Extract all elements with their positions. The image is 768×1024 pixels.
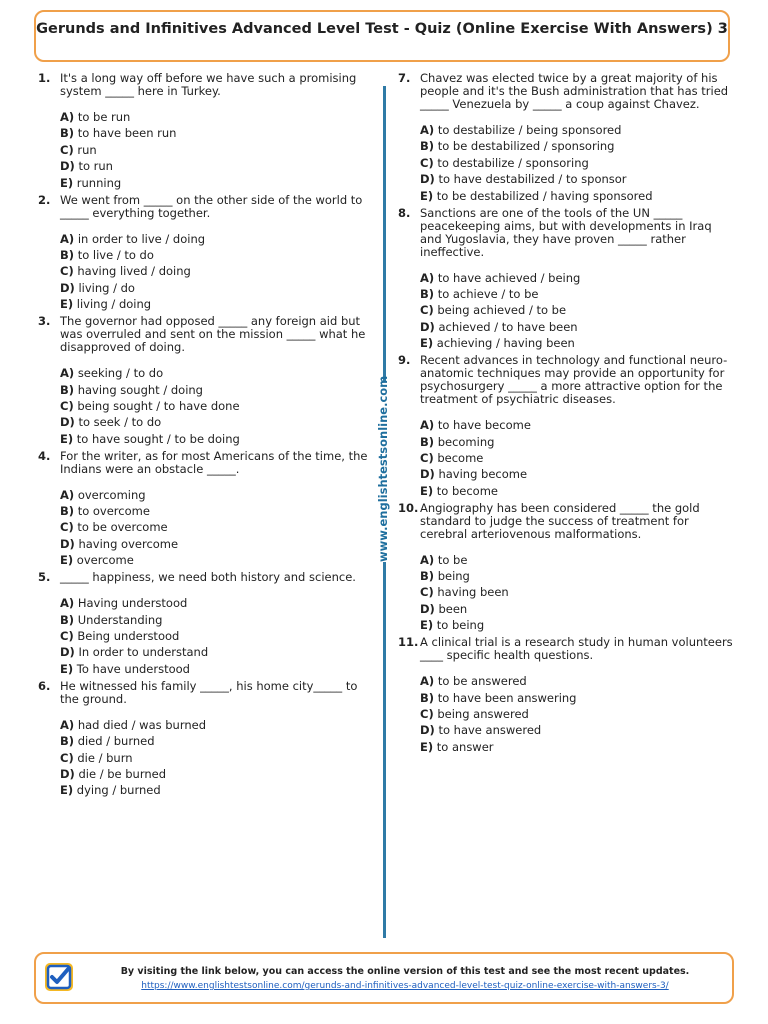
question-item — [398, 354, 736, 498]
answer-option — [420, 675, 736, 688]
footer-link[interactable]: https://www.englishtestsonline.com/gerunds-and-infinitives-advanced-level-test-quiz-online-exercise-with-answers-3/ — [141, 981, 669, 991]
answer-option — [60, 282, 374, 295]
option-letter: B) — [60, 504, 75, 519]
answer-option — [60, 433, 374, 446]
option-letter: C) — [60, 750, 74, 765]
option-letter: E) — [60, 297, 74, 312]
option-letter: D) — [60, 280, 75, 295]
option-text: to run — [78, 159, 113, 174]
option-text: die / be burned — [78, 766, 167, 781]
checkbox-check-icon — [44, 962, 74, 992]
option-letter: C) — [60, 398, 74, 413]
option-text: to be — [437, 552, 468, 567]
question-text: Chavez was elected twice by a great majority of his people and it's the Bush administration that has tried _____ Venezuela by _____ a coup against Chavez. — [420, 71, 729, 111]
option-letter: B) — [60, 247, 75, 262]
answer-option — [60, 489, 374, 502]
question-text: Sanctions are one of the tools of the UN _____ peacekeeping aims, but with developments in Iraq and Yugoslavia, they have proven _____ rather ineffective. — [420, 205, 712, 259]
answer-option — [420, 157, 736, 170]
answer-option — [60, 160, 374, 173]
option-text: having become — [438, 467, 528, 482]
option-text: to live / to do — [77, 247, 154, 262]
option-letter: C) — [60, 520, 74, 535]
option-text: being achieved / to be — [437, 303, 567, 318]
question-text: _____ happiness, we need both history and science. — [60, 570, 356, 585]
option-letter: A) — [420, 674, 435, 689]
option-letter: D) — [420, 467, 435, 482]
option-text: in order to live / doing — [77, 231, 206, 246]
questions-column-right — [398, 72, 736, 758]
question-number: 10. — [398, 500, 419, 515]
answer-option — [60, 735, 374, 748]
answer-option — [420, 708, 736, 721]
option-letter: E) — [420, 188, 434, 203]
answer-option — [420, 419, 736, 432]
answer-option — [60, 298, 374, 311]
option-text: to have been run — [77, 126, 177, 141]
option-letter: C) — [60, 264, 74, 279]
question-text: The governor had opposed _____ any foreign aid but was overruled and sent on the mission _____ what he disapproved of doing. — [60, 314, 366, 355]
answer-option — [420, 485, 736, 498]
option-text: to seek / to do — [78, 415, 162, 430]
answer-option — [60, 111, 374, 124]
answer-option — [420, 288, 736, 301]
answer-option — [60, 768, 374, 781]
option-letter: A) — [60, 110, 75, 124]
answer-option — [60, 538, 374, 551]
answer-option — [60, 265, 374, 278]
option-letter: B) — [420, 139, 435, 154]
option-text: to become — [436, 483, 498, 498]
option-text: overcoming — [77, 487, 146, 502]
option-letter: B) — [420, 569, 435, 584]
option-letter: A) — [60, 487, 75, 502]
answer-option — [60, 249, 374, 262]
option-letter: D) — [420, 172, 435, 187]
option-text: to destabilize / being sponsored — [437, 123, 622, 137]
option-text: achieved / to have been — [438, 319, 578, 334]
option-letter: D) — [420, 319, 435, 334]
answer-option — [60, 233, 374, 246]
option-letter: E) — [420, 618, 434, 633]
option-letter: D) — [420, 723, 435, 738]
option-letter: D) — [420, 601, 435, 616]
option-text: to destabilize / sponsoring — [437, 155, 589, 170]
question-item — [38, 72, 374, 190]
option-text: to be destabilized / having sponsored — [436, 188, 653, 203]
option-letter: D) — [60, 766, 75, 781]
answer-option — [420, 554, 736, 567]
question-number: 6. — [38, 678, 51, 693]
option-text: dying / burned — [76, 783, 161, 798]
answer-option — [60, 554, 374, 567]
question-number: 1. — [38, 71, 51, 85]
option-text: Being understood — [77, 629, 180, 644]
option-text: to answer — [436, 739, 494, 754]
answer-option — [420, 692, 736, 705]
option-letter: D) — [60, 415, 75, 430]
answer-option — [420, 468, 736, 481]
answer-option — [420, 452, 736, 465]
option-text: living / doing — [76, 297, 152, 312]
option-text: overcome — [76, 553, 134, 568]
question-item — [38, 450, 374, 568]
answer-option — [60, 367, 374, 380]
option-letter: B) — [60, 382, 75, 397]
option-text: to have sought / to be doing — [76, 431, 240, 446]
answer-option — [420, 570, 736, 583]
question-text: It's a long way off before we have such a promising system _____ here in Turkey. — [60, 71, 357, 98]
question-text: A clinical trial is a research study in human volunteers ____ specific health questions. — [420, 635, 733, 663]
option-letter: E) — [60, 553, 74, 568]
answer-option — [420, 586, 736, 599]
option-letter: C) — [60, 142, 74, 157]
option-text: die / burn — [77, 750, 133, 765]
answer-option — [60, 400, 374, 413]
option-text: having lived / doing — [77, 264, 191, 279]
option-text: to be run — [77, 110, 131, 124]
option-text: being sought / to have done — [77, 398, 240, 413]
question-text: We went from _____ on the other side of the world to _____ everything together. — [60, 192, 363, 220]
answer-option — [60, 752, 374, 765]
question-item — [398, 72, 736, 203]
option-text: achieving / having been — [436, 336, 575, 351]
option-letter: E) — [420, 483, 434, 498]
watermark-text: www.englishtestsonline.com — [376, 375, 390, 562]
answer-option — [420, 304, 736, 317]
option-text: living / do — [78, 280, 135, 295]
answer-option — [60, 614, 374, 627]
option-letter: A) — [420, 270, 435, 285]
option-text: died / burned — [77, 734, 155, 749]
option-letter: E) — [60, 783, 74, 798]
option-text: running — [76, 175, 122, 190]
answer-option — [60, 521, 374, 534]
question-number: 8. — [398, 205, 411, 220]
answer-option — [60, 784, 374, 797]
answer-option — [420, 190, 736, 203]
answer-option — [420, 603, 736, 616]
option-text: seeking / to do — [77, 366, 164, 381]
option-text: become — [437, 450, 484, 465]
option-letter: A) — [60, 596, 75, 611]
option-letter: E) — [60, 175, 74, 190]
option-text: to have answered — [438, 723, 542, 738]
answer-option — [60, 719, 374, 732]
answer-option — [60, 663, 374, 676]
option-text: to overcome — [77, 504, 150, 519]
question-number: 5. — [38, 570, 51, 585]
option-text: becoming — [437, 434, 495, 449]
questions-column-left — [38, 72, 374, 801]
answer-option — [60, 384, 374, 397]
option-letter: B) — [420, 434, 435, 449]
answer-option — [60, 177, 374, 190]
answer-option — [420, 724, 736, 737]
option-text: To have understood — [76, 661, 190, 676]
question-text: Angiography has been considered _____ the gold standard to judge the success of treatment for cerebral arteriovenous malformations. — [420, 500, 700, 541]
option-letter: C) — [420, 303, 434, 318]
answer-option — [420, 619, 736, 632]
page-title: Gerunds and Infinitives Advanced Level Test - Quiz (Online Exercise With Answers) 3 — [34, 10, 730, 62]
question-number: 7. — [398, 71, 411, 85]
option-letter: A) — [60, 366, 75, 381]
option-letter: D) — [60, 645, 75, 660]
answer-option — [60, 127, 374, 140]
option-text: Understanding — [77, 612, 163, 627]
question-text: He witnessed his family _____, his home city_____ to the ground. — [60, 678, 358, 706]
option-text: to being — [436, 618, 485, 633]
question-number: 3. — [38, 314, 51, 329]
option-letter: E) — [60, 431, 74, 446]
answer-option — [420, 140, 736, 153]
option-letter: A) — [420, 418, 435, 433]
question-number: 4. — [38, 448, 51, 463]
option-text: having sought / doing — [77, 382, 203, 397]
question-item — [38, 571, 374, 676]
question-number: 11. — [398, 635, 419, 650]
question-item — [38, 194, 374, 312]
option-text: having overcome — [78, 536, 179, 551]
answer-option — [420, 337, 736, 350]
option-text: to be destabilized / sponsoring — [437, 139, 615, 154]
question-item — [398, 636, 736, 754]
option-letter: B) — [60, 612, 75, 627]
answer-option — [420, 272, 736, 285]
question-text: For the writer, as for most Americans of the time, the Indians were an obstacle _____. — [60, 448, 368, 476]
option-letter: A) — [420, 123, 435, 137]
option-letter: E) — [420, 336, 434, 351]
option-letter: B) — [420, 690, 435, 705]
option-text: to achieve / to be — [437, 286, 539, 301]
option-text: having been — [437, 585, 509, 600]
option-letter: D) — [60, 536, 75, 551]
option-letter: C) — [60, 629, 74, 644]
answer-option — [60, 505, 374, 518]
question-item — [38, 315, 374, 446]
question-number: 2. — [38, 192, 51, 207]
option-text: had died / was burned — [77, 717, 207, 732]
option-letter: C) — [420, 707, 434, 722]
option-letter: B) — [420, 286, 435, 301]
option-letter: E) — [60, 661, 74, 676]
option-letter: D) — [60, 159, 75, 174]
answer-option — [60, 144, 374, 157]
option-text: run — [77, 142, 97, 157]
answer-option — [420, 436, 736, 449]
answer-option — [60, 416, 374, 429]
option-text: to have been answering — [437, 690, 577, 705]
option-text: being — [437, 569, 470, 584]
option-text: being answered — [437, 707, 529, 722]
question-number: 9. — [398, 353, 411, 368]
option-letter: C) — [420, 450, 434, 465]
question-item — [398, 502, 736, 633]
question-text: Recent advances in technology and functional neuro-anatomic techniques may provide an opportunity for psychosurgery _____ a more attractive option for the treatment of psychiatric diseases. — [420, 353, 728, 407]
answer-option — [60, 597, 374, 610]
option-text: to be overcome — [77, 520, 168, 535]
option-text: Having understood — [77, 596, 188, 611]
answer-option — [60, 646, 374, 659]
footer-text: By visiting the link below, you can access the online version of this test and see the most recent updates. — [120, 966, 690, 977]
answer-option — [420, 124, 736, 137]
answer-option — [60, 630, 374, 643]
option-letter: C) — [420, 585, 434, 600]
option-letter: A) — [60, 231, 75, 246]
option-letter: C) — [420, 155, 434, 170]
answer-option — [420, 173, 736, 186]
option-letter: A) — [60, 717, 75, 732]
option-text: to have become — [437, 418, 531, 433]
answer-option — [420, 741, 736, 754]
option-text: to be answered — [437, 674, 527, 689]
question-item — [398, 207, 736, 351]
footer — [34, 952, 734, 1004]
option-letter: E) — [420, 739, 434, 754]
question-item — [38, 680, 374, 798]
option-letter: B) — [60, 126, 75, 141]
option-text: to have achieved / being — [437, 270, 581, 285]
option-letter: A) — [420, 552, 435, 567]
option-text: been — [438, 601, 468, 616]
answer-option — [420, 321, 736, 334]
option-letter: B) — [60, 734, 75, 749]
option-text: to have destabilized / to sponsor — [438, 172, 627, 187]
option-text: In order to understand — [78, 645, 209, 660]
